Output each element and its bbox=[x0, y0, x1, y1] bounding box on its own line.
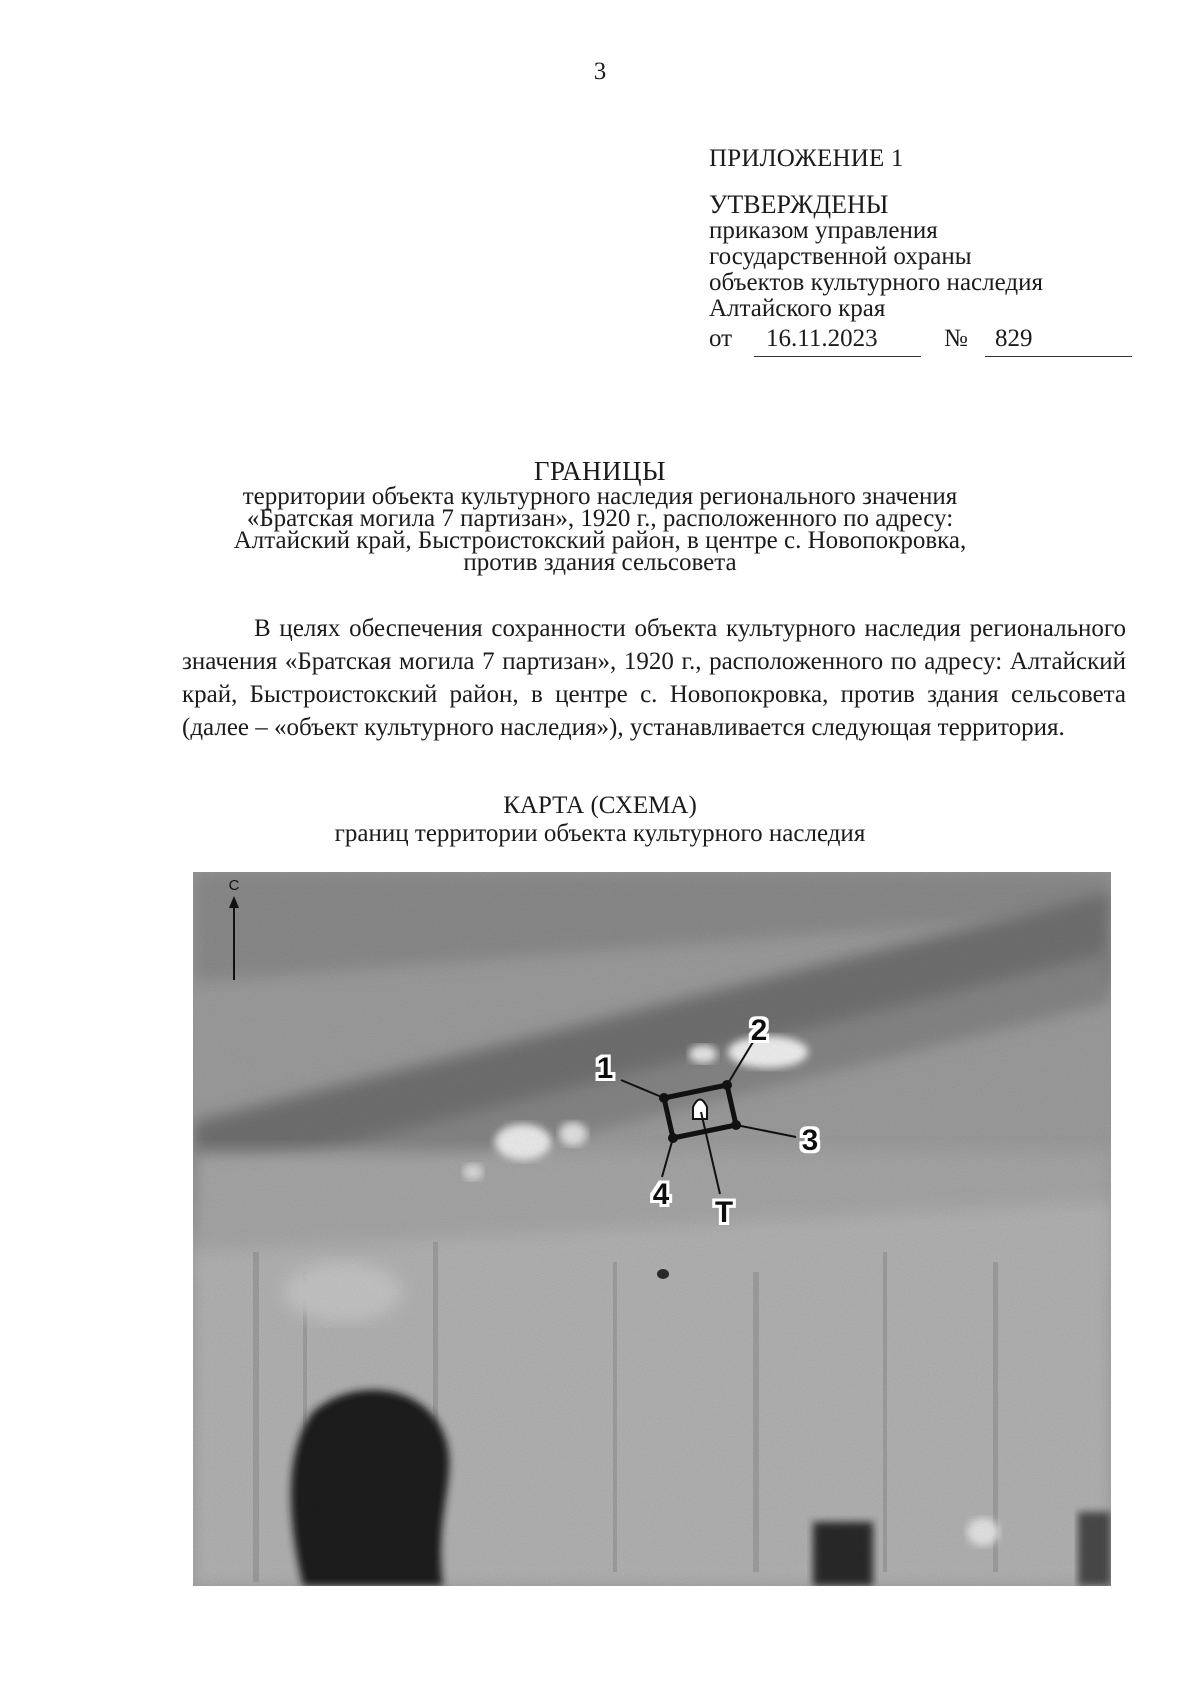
map-heading bbox=[0, 792, 1200, 848]
body-text: В целях обеспечения сохранности объекта культурного наследия регионального значения «Братская могила 7 партизан», 1920 г., расположенного по адресу: Алтайский край, Быстроистокский район, в центре с. Новопокровка, против здания сельсовета (далее – «объект культурного наследия»), устанавливается следующая территория. bbox=[182, 615, 1126, 741]
title-line: Алтайский край, Быстроистокский район, в центре с. Новопокровка, bbox=[233, 527, 967, 554]
point-label-1: 1 bbox=[596, 1052, 614, 1085]
north-label: С bbox=[228, 877, 240, 894]
title-line: против здания сельсовета bbox=[463, 549, 737, 576]
title-line: территории объекта культурного наследия регионального значения bbox=[242, 483, 958, 510]
map-scheme bbox=[193, 872, 1111, 1586]
approved-label: УТВЕРЖДЕНЫ bbox=[709, 190, 889, 219]
issuer-line: Алтайского края bbox=[709, 295, 886, 322]
aerial-map-image bbox=[193, 872, 1111, 1586]
body-paragraph bbox=[182, 612, 1126, 744]
page-number: 3 bbox=[593, 58, 607, 85]
appendix-label: ПРИЛОЖЕНИЕ 1 bbox=[709, 145, 904, 172]
order-number: 829 bbox=[985, 326, 1132, 357]
number-label: № bbox=[944, 325, 968, 352]
point-label-4: 4 bbox=[652, 1178, 670, 1211]
issuer-line: приказом управления bbox=[709, 217, 938, 244]
map-title: КАРТА (СХЕМА) bbox=[503, 792, 697, 819]
document-title bbox=[0, 456, 1200, 574]
approval-block bbox=[709, 146, 1043, 358]
order-date: 16.11.2023 bbox=[754, 326, 921, 357]
map-subtitle: границ территории объекта культурного наследия bbox=[334, 820, 866, 847]
order-line bbox=[709, 324, 1043, 358]
issuer-line: объектов культурного наследия bbox=[709, 269, 1043, 296]
title-heading: ГРАНИЦЫ bbox=[533, 456, 667, 486]
point-label-2: 2 bbox=[750, 1014, 768, 1047]
point-label-3: 3 bbox=[801, 1124, 819, 1157]
issuer-line: государственной охраны bbox=[709, 243, 972, 270]
title-line: «Братская могила 7 партизан», 1920 г., расположенного по адресу: bbox=[246, 505, 954, 532]
date-label: от bbox=[709, 325, 733, 352]
marker-label: Т bbox=[714, 1196, 734, 1229]
